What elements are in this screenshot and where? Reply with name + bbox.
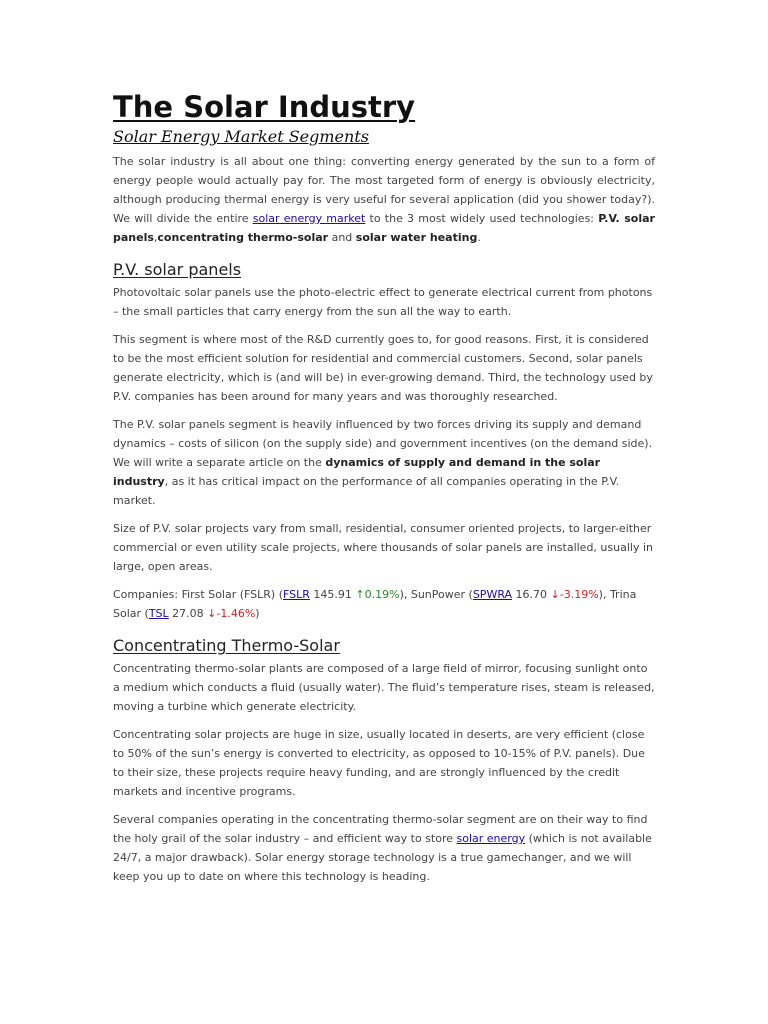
cts-text: (which is not available 24/7, a major drawback). Solar energy storage technology is a true gamechanger, and we will keep you up to date on where this technology is heading. (113, 832, 652, 883)
companies-text: ), SunPower ( (399, 588, 473, 601)
bold-solar-water-heating: solar water heating (355, 231, 478, 244)
cts-paragraph-1: Concentrating thermo-solar plants are composed of a large field of mirror, focusing sunlight onto a medium which conducts a fluid (usually water). The fluid’s temperature rises, steam is released, moving a turbine which generate electricity. (113, 662, 655, 713)
intro-text: The solar industry is all about one thing: converting energy generated by the sun to a form of energy people would actually pay for. The most targeted form of energy is obviously electricity, although producing thermal energy is very useful for several application (did you shower today?). We will divide the entire (113, 155, 655, 225)
pv-heading: P.V. solar panels (113, 260, 242, 279)
tsl-change: ↓-1.46% (207, 607, 256, 620)
companies-text: Companies: First Solar (FSLR) ( (113, 588, 284, 601)
tsl-ticker-link[interactable]: TSL (148, 607, 169, 620)
tsl-price: 27.08 (168, 607, 208, 620)
article (113, 88, 655, 895)
bold-pv-solar-panels: P.V. solar panels (113, 212, 655, 244)
companies-text: ) (255, 607, 260, 620)
cts-text: Several companies operating in the concentrating thermo-solar segment are on their way to find the holy grail of the solar industry – and efficient way to store (113, 813, 648, 845)
intro-paragraph (113, 152, 655, 247)
bold-concentrating-thermo-solar: concentrating thermo-solar (157, 231, 329, 244)
fslr-change: ↑0.19% (355, 588, 400, 601)
pv-paragraph-2: This segment is where most of the R&D currently goes to, for good reasons. First, it is considered to be the most efficient solution for residential and commercial customers. Second, solar panels generate electricity, which is (and will be) in ever-growing demand. Third, the technology used by P.V. companies has been around for many years and was thoroughly researched. (113, 333, 653, 403)
solar-energy-link[interactable]: solar energy (456, 832, 526, 845)
spwra-ticker-link[interactable]: SPWRA (472, 588, 513, 601)
page-subtitle: Solar Energy Market Segments (113, 127, 369, 146)
spwra-price: 16.70 (512, 588, 551, 601)
page-title: The Solar Industry (113, 90, 416, 124)
spwra-change: ↓-3.19% (550, 588, 599, 601)
intro-text: to the 3 most widely used technologies: (365, 212, 599, 225)
pv-paragraph-1: Photovoltaic solar panels use the photo-electric effect to generate electrical current from photons – the small particles that carry energy from the sun all the way to earth. (113, 286, 653, 318)
intro-text: and (328, 231, 356, 244)
pv-paragraph-4: Size of P.V. solar projects vary from small, residential, consumer oriented projects, to larger-either commercial or even utility scale projects, where thousands of solar panels are installed, usually in large, open areas. (113, 522, 653, 573)
pv-paragraph-3 (113, 415, 655, 510)
companies-line (113, 585, 655, 623)
fslr-ticker-link[interactable]: FSLR (283, 588, 310, 601)
pv-text: , as it has critical impact on the performance of all companies operating in the P.V. market. (113, 475, 620, 507)
cts-heading: Concentrating Thermo-Solar (113, 636, 340, 655)
intro-text: . (477, 231, 481, 244)
bold-dynamics-supply-demand: dynamics of supply and demand in the solar industry (113, 456, 601, 488)
cts-paragraph-2: Concentrating solar projects are huge in size, usually located in deserts, are very efficient (close to 50% of the sun’s energy is converted to electricity, as opposed to 10-15% of P.V. panels). Due to their size, these projects require heavy funding, and are strongly influenced by the credit markets and incentive programs. (113, 728, 645, 798)
intro-separator: , (153, 231, 158, 244)
companies-text: ), Trina Solar ( (113, 588, 637, 620)
pv-text: The P.V. solar panels segment is heavily influenced by two forces driving its supply and demand dynamics – costs of silicon (on the supply side) and government incentives (on the demand side). We will write a separate article on the (113, 418, 653, 469)
fslr-price: 145.91 (309, 588, 356, 601)
solar-energy-market-link[interactable]: solar energy market (252, 212, 366, 225)
cts-paragraph-3 (113, 810, 655, 886)
